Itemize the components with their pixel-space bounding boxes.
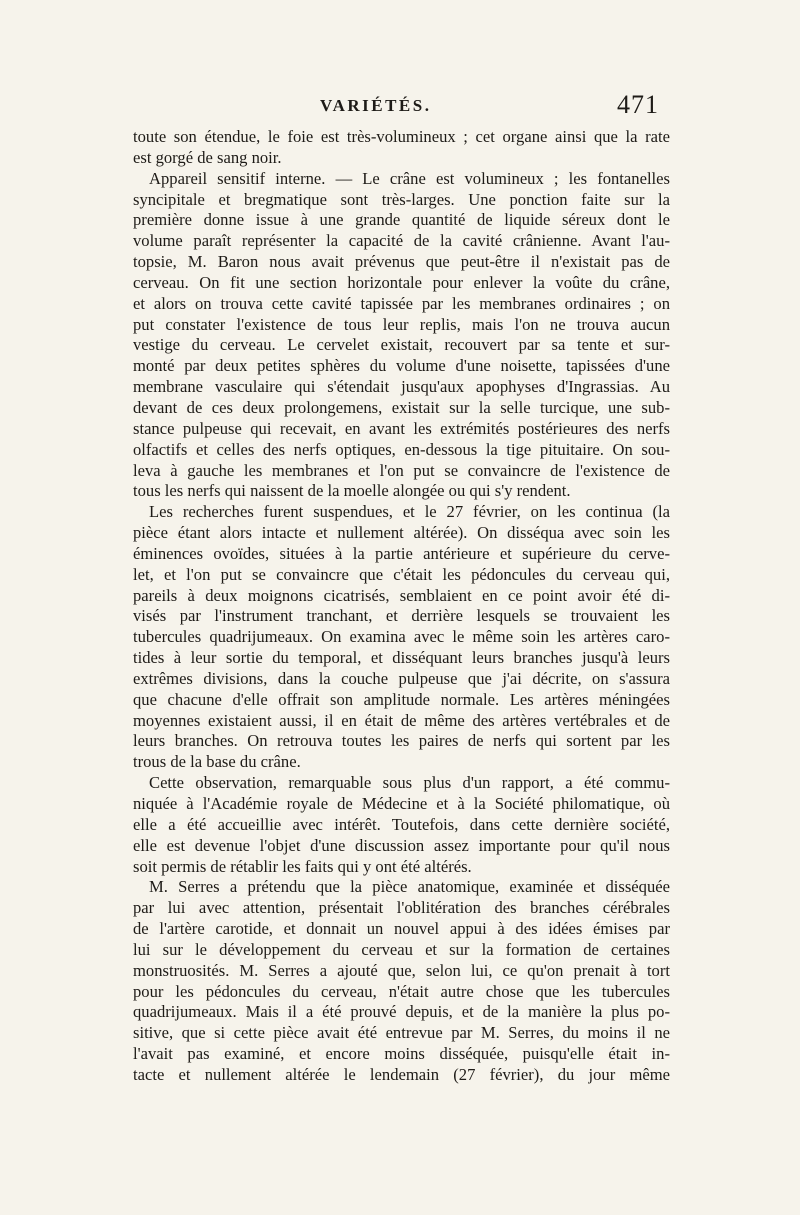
- text-line: toute son étendue, le foie est très-volumineux ; cet organe ainsi que la rate: [133, 127, 670, 146]
- text-line: membrane vasculaire qui s'étendait jusqu'aux apophyses d'Ingrassias. Au: [133, 377, 670, 397]
- text-line: leurs branches. On retrouva toutes les paires de nerfs qui sortent par les: [133, 731, 670, 751]
- text-line: extrêmes divisions, dans la couche pulpeuse que j'ai décrite, on s'assura: [133, 668, 670, 688]
- text-line: niquée à l'Académie royale de Médecine et à la Société philomatique, où: [133, 794, 670, 813]
- text-line: lui sur le développement du cerveau et sur la formation de certaines: [133, 939, 670, 959]
- text-line: pareils à deux moignons cicatrisés, semblaient en ce point avoir été di-: [133, 585, 670, 605]
- text-line: volume paraît représenter la capacité de la cavité crânienne. Avant l'au-: [133, 231, 670, 251]
- text-line: tous les nerfs qui naissent de la moelle alongée ou qui s'y rendent.: [133, 481, 571, 501]
- text-line: topsie, M. Baron nous avait prévenus que peut-être il n'existait pas de: [133, 252, 670, 272]
- text-line: devant de ces deux prolongemens, existait sur la selle turcique, une sub-: [133, 397, 670, 417]
- text-line: soit permis de rétablir les faits qui y ont été altérés.: [133, 856, 472, 876]
- text-line: de l'artère carotide, et donnait un nouvel appui à des idées émises par: [133, 919, 670, 939]
- text-line: tides à leur sortie du temporal, et disséquant leurs branches jusqu'à leurs: [133, 648, 670, 668]
- text-line: tacte et nullement altérée le lendemain (27 février), du jour même: [133, 1064, 670, 1084]
- text-line: let, et l'on put se convaincre que c'était les pédoncules du cerveau qui,: [133, 564, 670, 584]
- text-line: syncipitale et bregmatique sont très-larges. Une ponction faite sur la: [133, 189, 670, 209]
- text-line: moyennes existaient aussi, il en était de même des artères vertébrales et de: [133, 710, 670, 730]
- text-line: l'avait pas examiné, et encore moins disséquée, puisqu'elle était in-: [133, 1044, 670, 1064]
- paragraph-start-line: Appareil sensitif interne. — Le crâne est volumineux ; les fontanelles: [149, 168, 670, 188]
- text-line: cerveau. On fit une section horizontale pour enlever la voûte du crâne,: [133, 272, 670, 292]
- text-line: leva à gauche les membranes et l'on put se convaincre de l'existence de: [133, 460, 670, 480]
- text-line: monté par deux petites sphères du volume d'une noisette, tapissées d'une: [133, 356, 670, 376]
- text-line: éminences ovoïdes, situées à la partie antérieure et supérieure du cerve-: [133, 543, 670, 563]
- text-line: sitive, que si cette pièce avait été entrevue par M. Serres, du moins il ne: [133, 1023, 670, 1043]
- text-line: quadrijumeaux. Mais il a été prouvé depuis, et de la manière la plus po-: [133, 1002, 670, 1022]
- text-line: et alors on trouva cette cavité tapissée par les membranes ordinaires ; on: [133, 293, 670, 313]
- text-line: tubercules quadrijumeaux. On examina avec le même soin les artères caro-: [133, 627, 670, 647]
- text-line: par lui avec attention, présentait l'oblitération des branches cérébrales: [133, 898, 670, 918]
- text-line: vestige du cerveau. Le cervelet existait, recouvert par sa tente et sur-: [133, 335, 670, 355]
- body-text: [133, 127, 670, 1086]
- page-number: 471: [617, 90, 659, 119]
- paragraph-start-line: M. Serres a prétendu que la pièce anatomique, examinée et disséquée: [149, 877, 670, 897]
- text-line: que chacune d'elle offrait son amplitude normale. Les artères méningées: [133, 689, 670, 709]
- running-head: [0, 90, 800, 126]
- text-line: pour les pédoncules du cerveau, n'était autre chose que les tubercules: [133, 981, 670, 1001]
- paragraph-start-line: Cette observation, remarquable sous plus d'un rapport, a été commu-: [149, 773, 670, 793]
- text-line: put constater l'existence de tous leur replis, mais l'on ne trouva aucun: [133, 314, 670, 334]
- text-line: monstruosités. M. Serres a ajouté que, selon lui, ce qu'on prenait à tort: [133, 960, 670, 980]
- text-line: olfactifs et celles des nerfs optiques, en-dessous la tige pituitaire. On sou-: [133, 439, 670, 459]
- text-line: visés par l'instrument tranchant, et derrière lesquels se trouvaient les: [133, 606, 670, 626]
- running-title: VARIÉTÉS.: [320, 96, 432, 115]
- text-line: trous de la base du crâne.: [133, 752, 301, 772]
- text-line: est gorgé de sang noir.: [133, 147, 282, 167]
- text-line: pièce étant alors intacte et nullement altérée). On disséqua avec soin les: [133, 523, 670, 543]
- text-line: elle a été accueillie avec intérêt. Toutefois, dans cette dernière société,: [133, 814, 670, 834]
- text-line: elle est devenue l'objet d'une discussion assez importante pour qu'il nous: [133, 835, 670, 855]
- paragraph-start-line: Les recherches furent suspendues, et le 27 février, on les continua (la: [149, 502, 670, 522]
- text-line: stance pulpeuse qui recevait, en avant les extrémités postérieures des nerfs: [133, 418, 670, 438]
- text-line: première donne issue à une grande quantité de liquide séreux dont le: [133, 210, 670, 230]
